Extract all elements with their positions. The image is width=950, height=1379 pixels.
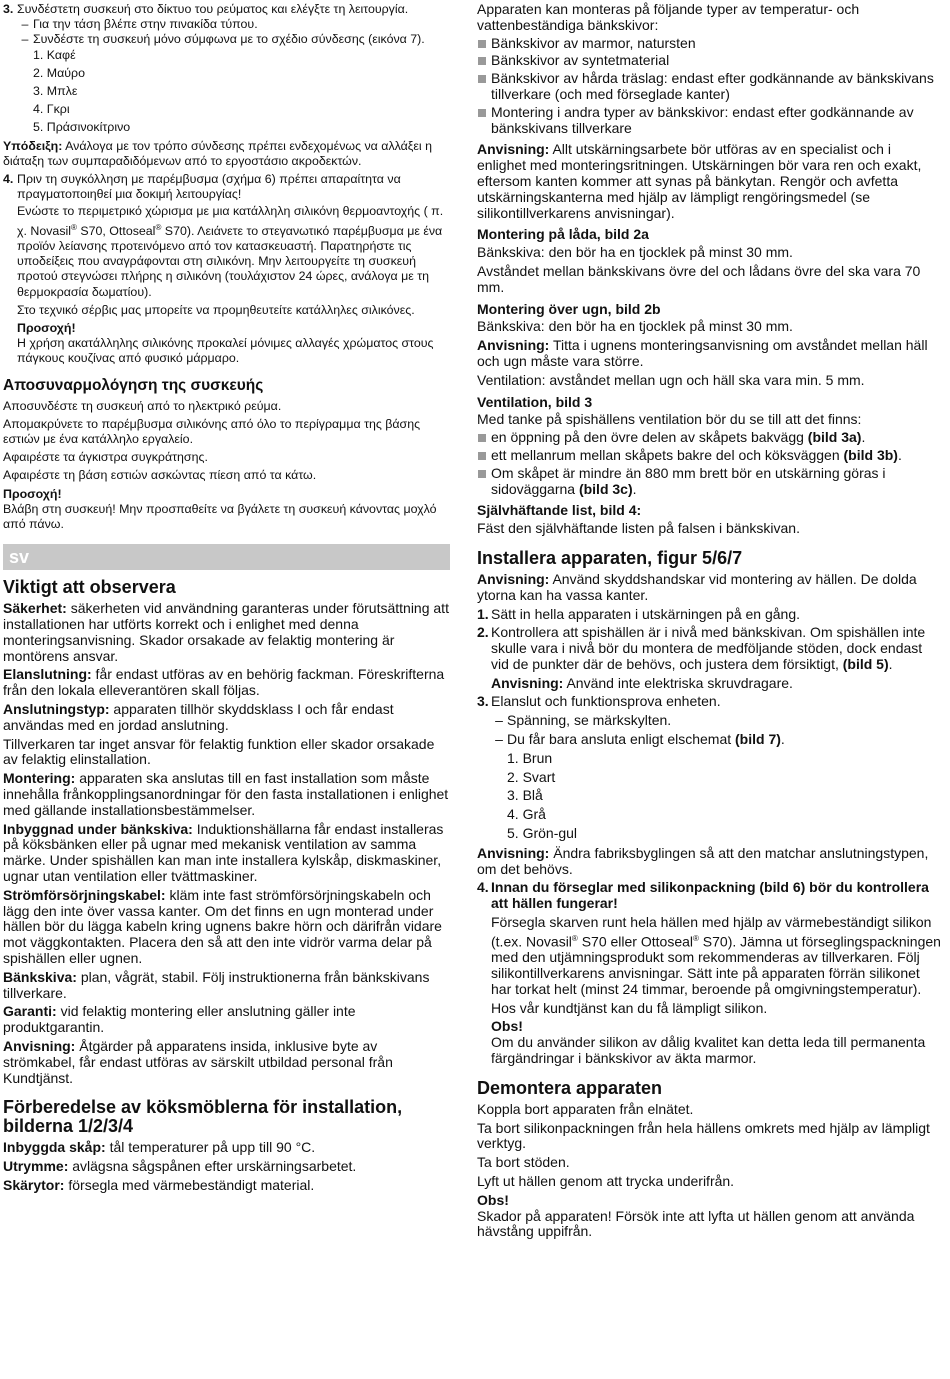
list-item: 5. Grön-gul <box>507 825 578 842</box>
sv-item: Säkerhet: säkerheten vid användning garanteras under förutsättning att installationen har utförts korrekt och i enlighet med denna monteringsanvisning. Skador orsakade av felaktig montering är montörens ansvar. <box>3 600 449 664</box>
bullet-icon <box>477 448 491 464</box>
install-step-2: 2. Kontrollera att spishällen är i nivå med bänkskivan. Om spishällen inte skulle vara i nivå bör du montera de medföljande stöden, dock endast vid de punkter där de behövs, och justera dem försiktigt, (bild 5). <box>477 624 926 672</box>
paragraph: Bänkskiva: den bör ha en tjocklek på minst 30 mm. <box>477 318 793 335</box>
paragraph: Lyft ut hällen genom att trycka underifrån. <box>477 1173 735 1190</box>
bullet-item: ett mellanrum mellan skåpets bakre del och köksväggen (bild 3b). <box>477 448 942 464</box>
gr-step4-paragraph: Ενώστε το περιμετρικό χώρισμα με μια κατάλληλη σιλικόνη θερμοαντοχής ( π. χ. Novasil® S70, Ottoseal® S70). Λειάνετε το στεγανωτικό παρέμβυσμα με ένα προϊόν λείανσης προτεινόμενο από τον κατασκευαστή. Παρατηρήστε τις υποδείξεις που αναγράφονται στη σιλικόνη. Μην λειτουργείτε τη συσκευή προτού στεγνώσει πλήρης η σιλικόνη (τουλάχιστον 24 ώρες, ανάλογα με τη θερμοκρασία δωματίου). <box>17 204 444 299</box>
bullet-icon <box>477 71 491 103</box>
list-item: 4. Γκρι <box>33 102 70 117</box>
paragraph: Försegla skarven runt hela hällen med hjälp av värmebeständigt silikon (t.ex. Novasil® S70 eller Ottoseal® S70). Jämna ut förseglingspackningen med den utjämningsprodukt som rekommenderas av tillverkaren. Följ silikontillverkarens anvisningar. Sätt inte på apparaten förrän silikonet har torkat helt (minst 24 timmar, beroende på omgivningstemperatur). <box>491 914 941 997</box>
bullet-icon <box>477 53 491 69</box>
sv-item: Strömförsörjningskabel: kläm inte fast strömförsörjningskabeln och lägg den inte över vassa kanter. Om det finns en ugn monterad under hällen bör du lägga kabeln kring ugnens bakre hörn och därifrån vidare mot väggkontakten. Placera den så att den inte vidrör varma delar på spishällen eller ugnen. <box>3 886 442 966</box>
list-item: 2. Svart <box>507 768 556 785</box>
list-item: 4. Grå <box>507 806 546 823</box>
gr-caution: Προσοχή! Η χρήση ακατάλληλης σιλικόνης προκαλεί μόνιμες αλλαγές χρώματος στους πάγκους κουζίνας από φυσικό μάρμαρο. <box>17 320 434 366</box>
bullet-item: Bänkskivor av syntetmaterial <box>477 53 942 69</box>
sv-item: Montering: apparaten ska anslutas till en fast installation som måste innehålla frånkopplingsanordningar för den fasta installationen i enlighet med gällande installationsbestämmelser. <box>3 770 449 818</box>
install-title: Installera apparaten, figur 5/6/7 <box>477 547 743 568</box>
list-item: 3. Μπλε <box>33 84 78 99</box>
paragraph: Ta bort silikonpackningen från hela hällens omkrets med hjälp av lämpligt verktyg. <box>477 1119 930 1152</box>
sv-item: Inbyggda skåp: tål temperaturer på upp till 90 °C. <box>3 1139 316 1156</box>
obs: Obs! Om du använder silikon av dålig kvalitet kan detta leda till permanenta färgändringar i bänkskivor av äkta marmor. <box>491 1018 926 1067</box>
list-item: 2. Μαύρο <box>33 65 85 80</box>
gr-caution-label: Προσοχή! <box>3 486 62 501</box>
step-text: Συνδέστετη συσκευή στο δίκτυο του ρεύματος και ελέγξτε τη λειτουργία. <box>17 2 409 16</box>
bullet-item: Montering i andra typer av bänkskivor: endast efter godkännande av bänkskivans tillverkare <box>477 105 942 137</box>
sv-item: Inbyggnad under bänkskiva: Induktionshällarna får endast installeras på köksbänken eller på ugnar med mekanisk ventilation av samma märke. Under spishällen kan man inte installera kylskåp, diskmaskiner, ugnar utan ventilation eller tvättmaskiner. <box>3 820 444 884</box>
install-step-1: 1. Sätt in hella apparaten i utskärningen på en gång. <box>477 605 801 622</box>
gr-step-3 <box>3 2 450 17</box>
list-item: 3. Blå <box>507 787 543 804</box>
gr-caution-text: Βλάβη στη συσκευή! Μην προσπαθείτε να βγάλετε τη συσκευή κάνοντας μοχλό από πάνω. <box>3 501 437 532</box>
bullet-item: Om skåpet är mindre än 880 mm brett bör en utskärning göras i sidoväggarna (bild 3c). <box>477 466 942 498</box>
paragraph: Hos vår kundtjänst kan du få lämpligt silikon. <box>491 999 768 1016</box>
paragraph: Αποσυνδέστε τη συσκευή από το ηλεκτρικό ρεύμα. <box>3 398 282 413</box>
install-step-3: 3. Elanslut och funktionsprova enheten. <box>477 693 721 710</box>
install-step-4: 4. Innan du förseglar med silikonpackning (bild 6) bör du kontrollera att hällen fungerar! <box>477 879 929 912</box>
paragraph: Αφαιρέστε τα άγκιστρα συγκράτησης. <box>3 450 208 465</box>
dash-item: – Spänning, se märkskylten. <box>495 712 672 729</box>
color-list <box>477 751 942 842</box>
bullet-icon <box>477 36 491 52</box>
right-column <box>477 2 942 1240</box>
sv-item: Tillverkaren tar inget ansvar för felaktig funktion eller skador orsakade av felaktig elinstallation. <box>3 735 435 768</box>
sv-important-title: Viktigt att observera <box>3 577 176 598</box>
language-bar: sv <box>3 544 450 570</box>
sv-item: Bänkskiva: plan, vågrät, stabil. Följ instruktionerna från bänkskivans tillverkare. <box>3 968 430 1001</box>
sv-item: Skärytor: försegla med värmebeständigt material. <box>3 1176 315 1193</box>
paragraph: Bänkskiva: den bör ha en tjocklek på minst 30 mm. <box>477 244 793 261</box>
note: Anvisning: Titta i ugnens monteringsanvisning om avståndet mellan häll och ugn måste vara större. <box>477 337 928 369</box>
sv-item: Anvisning: Åtgärder på apparatens insida, inklusive byte av strömkabel, får endast utföras av särskilt utbildad personal från Kundtjänst. <box>3 1037 393 1086</box>
bullet-icon <box>477 105 491 137</box>
sv-item: Utrymme: avlägsna sågspånen efter urskärningsarbetet. <box>3 1158 357 1175</box>
gr-dash-item: – Συνδέστε τη συσκευή μόνο σύμφωνα με το σχέδιο σύνδεσης (εικόνα 7). <box>21 32 425 47</box>
list-item: 5. Πράσινοκίτρινο <box>33 120 131 135</box>
step-text: Πριν τη συγκόλληση με παρέμβυσμα (σχήμα 6) πρέπει απαραίτητα να πραγματοποιηθεί μια δοκιμή λειτουργίας! <box>17 172 401 202</box>
remove-title: Demontera apparaten <box>477 1077 663 1098</box>
bullet-icon <box>477 466 491 498</box>
bullet-icon <box>477 430 491 446</box>
sv-item: Elanslutning: får endast utföras av en behörig fackman. Föreskrifterna från den lokala elleverantören skall följas. <box>3 666 445 699</box>
obs-text: Skador på apparaten! Försök inte att lyfta ut hällen genom att använda hävstång uppifrån. <box>477 1207 915 1240</box>
note: Anvisning: Använd inte elektriska skruvdragare. <box>491 674 793 691</box>
note: Anvisning: Ändra fabriksbyglingen så att den matchar anslutningstypen, om det behövs. <box>477 844 929 877</box>
paragraph: Koppla bort apparaten från elnätet. <box>477 1100 694 1117</box>
gr-hint: Υπόδειξη: Ανάλογα με τον τρόπο σύνδεσης πρέπει ενδεχομένως να αλλάξει η διάταξη των συμπαραδιδόμενων από το εργοστάσιο ακροδεκτών. <box>3 138 432 168</box>
list-item: 1. Καφέ <box>33 47 76 62</box>
oven-title: Montering över ugn, bild 2b <box>477 300 661 317</box>
paragraph: Ventilation: avståndet mellan ugn och häll ska vara min. 5 mm. <box>477 371 865 388</box>
sv-prep-title: Förberedelse av köksmöblerna för installation, bilderna 1/2/3/4 <box>3 1097 403 1137</box>
sv-item: Anslutningstyp: apparaten tillhör skyddsklass I och får endast användas med en jordad anslutning. <box>3 701 394 733</box>
left-column <box>3 2 450 1197</box>
sv-item: Garanti: vid felaktig montering eller anslutning gäller inte produktgarantin. <box>3 1003 356 1036</box>
gr-removal-title: Αποσυναρμολόγηση της συσκευής <box>3 376 264 394</box>
ventilation-title: Ventilation, bild 3 <box>477 393 593 410</box>
gr-step-4 <box>3 172 450 202</box>
intro: Apparaten kan monteras på följande typer av temperatur- och vattenbeständiga bänkskivor: <box>477 1 860 33</box>
step-number: 4. <box>3 172 14 187</box>
dash-item: – Du får bara ansluta enligt elschemat (bild 7). <box>495 731 785 748</box>
paragraph: Απομακρύνετε το παρέμβυσμα σιλικόνης από όλο το περίγραμμα της βάσης εστιών με ένα κατάλληλο εργαλείο. <box>3 416 421 446</box>
paragraph: Fäst den självhäftande listen på falsen i bänkskivan. <box>477 520 800 537</box>
note: Anvisning: Allt utskärningsarbete bör utföras av en specialist och i enlighet med monteringsritningen. Utskärningen bör vara ren och exakt, eftersom kanten kommer att synas på bänkytan. Rengör och avfetta utskärningskanterna med hjälp av lämpligt rengöringsmedel (se silikontillverkarens anvisningar). <box>477 141 922 221</box>
gr-dash-item: – Για την τάση βλέπε στην πινακίδα τύπου. <box>21 17 258 32</box>
note: Anvisning: Använd skyddshandskar vid montering av hällen. De dolda ytorna kan ha vassa kanter. <box>477 570 917 603</box>
obs-label: Obs! <box>477 1191 509 1208</box>
bullet-item: en öppning på den övre delen av skåpets bakvägg (bild 3a). <box>477 430 942 446</box>
paragraph: Med tanke på spishällens ventilation bör du se till att det finns: <box>477 411 862 428</box>
step-number: 3. <box>3 2 14 16</box>
strip-title: Självhäftande list, bild 4: <box>477 502 642 519</box>
bullet-item: Bänkskivor av hårda träslag: endast efter godkännande av bänkskivans tillverkare (och med förseglade kanter) <box>477 71 942 103</box>
paragraph: Avståndet mellan bänkskivans övre del och lådans övre del ska vara 70 mm. <box>477 262 921 295</box>
drawer-title: Montering på låda, bild 2a <box>477 226 649 243</box>
paragraph: Ta bort stöden. <box>477 1154 570 1171</box>
gr-color-list <box>3 48 450 136</box>
bullet-item: Bänkskivor av marmor, natursten <box>477 36 942 52</box>
list-item: 1. Brun <box>507 749 553 766</box>
paragraph: Αφαιρέστε τη βάση εστιών ασκώντας πίεση από τα κάτω. <box>3 468 317 483</box>
gr-step4-paragraph: Στο τεχνικό σέρβις μας μπορείτε να προμηθευτείτε κατάλληλες σιλικόνες. <box>17 302 415 317</box>
